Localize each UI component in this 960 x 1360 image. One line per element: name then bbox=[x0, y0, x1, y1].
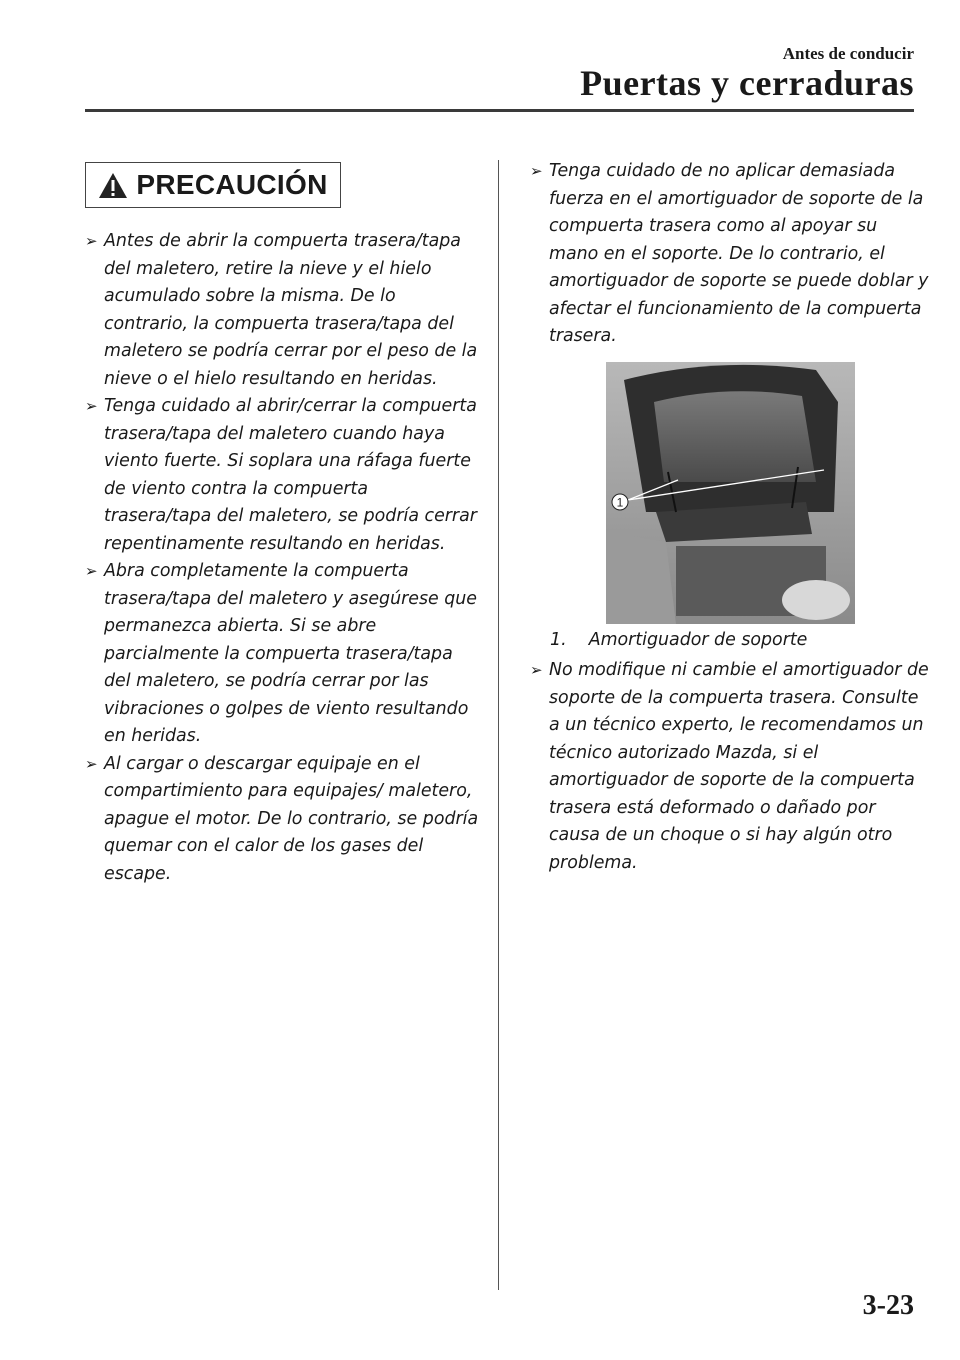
caution-bullet: ➢ No modifique ni cambie el amortiguador de soporte de la compuerta trasera. Consulte a un técnico experto, le recomendamos un técnico autorizado Mazda, si el amortiguador de soporte de la compuerta trasera está deformado o dañado por causa de un choque o si hay algún otro problema. bbox=[530, 657, 930, 877]
page-title: Puertas y cerraduras bbox=[580, 63, 914, 103]
page-number: 3-23 bbox=[862, 1290, 914, 1321]
left-column bbox=[85, 228, 480, 888]
right-column bbox=[530, 158, 930, 351]
column-divider bbox=[498, 160, 499, 1290]
header-section: Antes de conducir bbox=[782, 44, 914, 63]
right-column-lower bbox=[530, 657, 930, 877]
caution-bullet: ➢ Al cargar o descargar equipaje en el compartimiento para equipajes/ maletero, apague el motor. De lo contrario, se podría quemar con el calor de los gases del escape. bbox=[85, 751, 480, 889]
figure-caption: 1. Amortiguador de soporte bbox=[550, 630, 808, 650]
warning-triangle-icon bbox=[98, 172, 128, 199]
caution-bullet: ➢ Tenga cuidado al abrir/cerrar la compuerta trasera/tapa del maletero cuando haya viento fuerte. Si soplara una ráfaga fuerte de viento contra la compuerta trasera/tapa del maletero, se podría cerrar repentinamente resultando en heridas. bbox=[85, 393, 480, 558]
caution-bullet: ➢ Antes de abrir la compuerta trasera/tapa del maletero, retire la nieve y el hielo acumulado sobre la misma. De lo contrario, la compuerta trasera/tapa del maletero se podría cerrar por el peso de la nieve o el hielo resultando en heridas. bbox=[85, 228, 480, 393]
tailgate-photo bbox=[606, 362, 855, 624]
caution-bullet: ➢ Tenga cuidado de no aplicar demasiada fuerza en el amortiguador de soporte de la compuerta trasera como al apoyar su mano en el soporte. De lo contrario, el amortiguador de soporte se puede doblar y afectar el funcionamiento de la compuerta trasera. bbox=[530, 158, 930, 351]
caution-title: PRECAUCIÓN bbox=[136, 169, 328, 200]
caution-box bbox=[85, 162, 341, 208]
header-rule bbox=[85, 109, 914, 112]
caution-bullet: ➢ Abra completamente la compuerta trasera/tapa del maletero y asegúrese que permanezca abierta. Si se abre parcialmente la compuerta trasera/tapa del maletero, se podría cerrar por las vibraciones o golpes de viento resultando en heridas. bbox=[85, 558, 480, 751]
callout-number: 1 bbox=[616, 495, 624, 510]
